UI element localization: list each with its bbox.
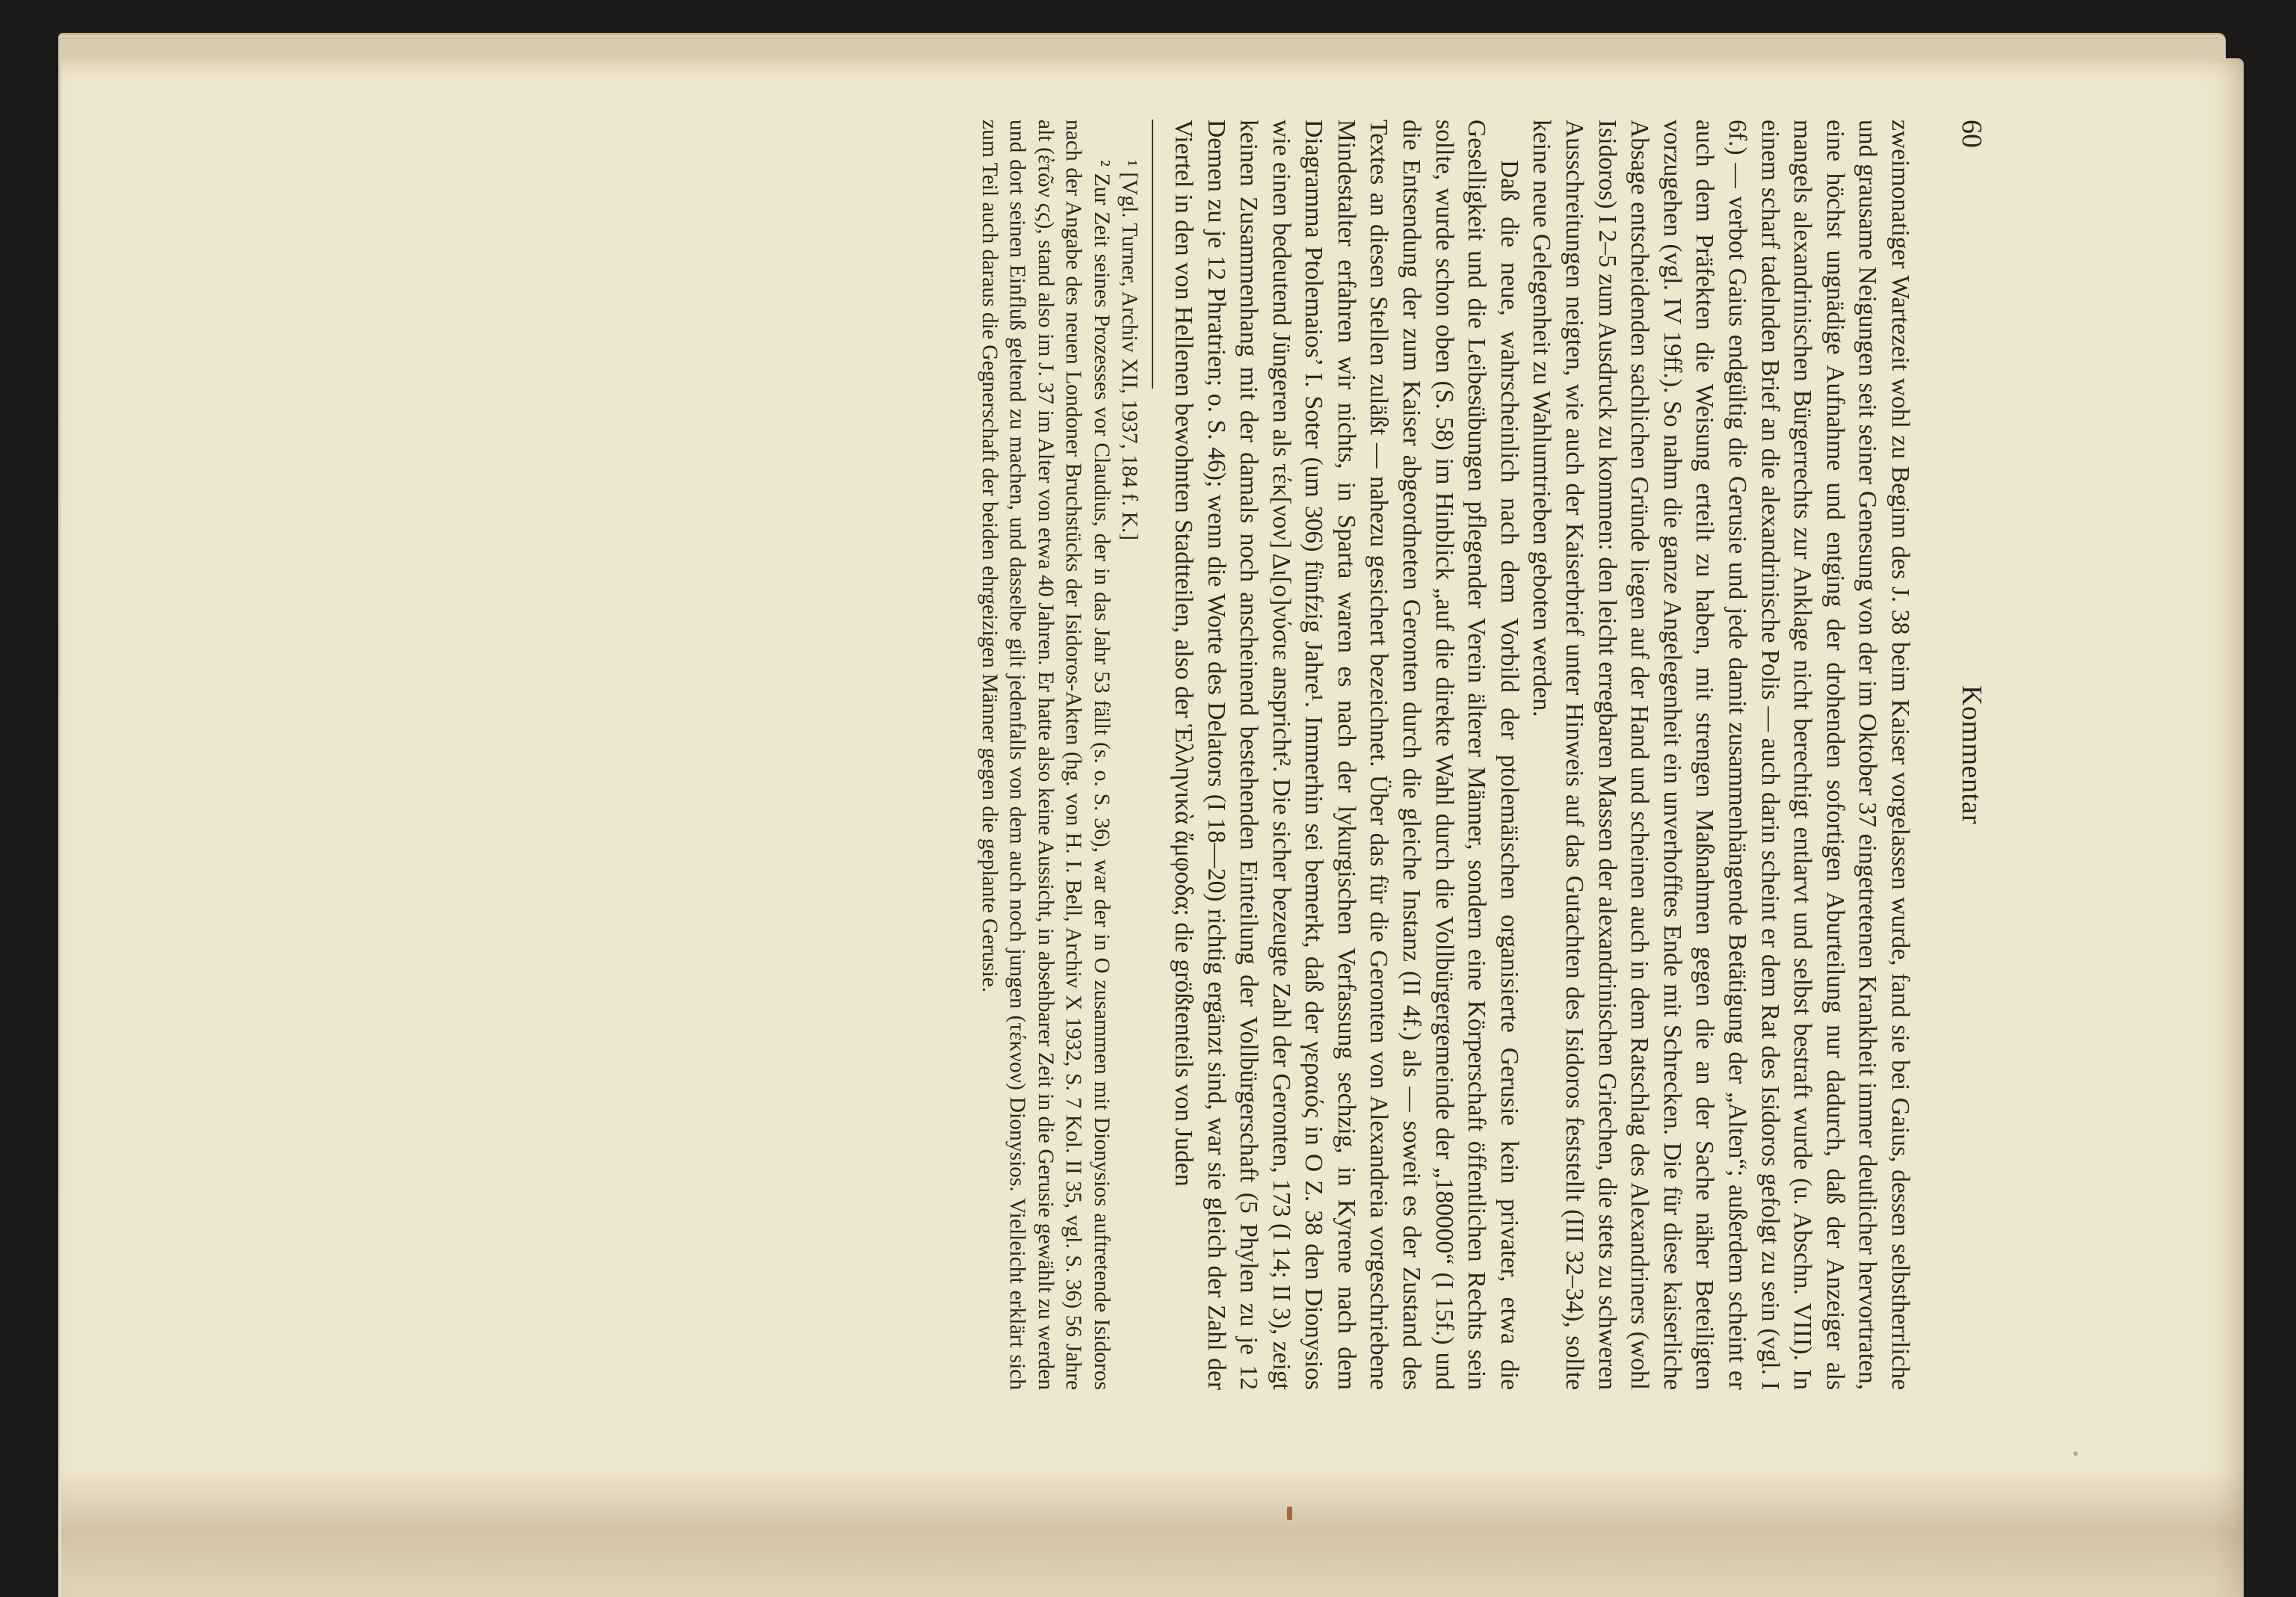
paper-speck xyxy=(2073,1451,2078,1456)
footnotes xyxy=(975,120,1143,1390)
page-number: 60 xyxy=(1956,120,1987,148)
footnote: ² Zur Zeit seines Prozesses vor Claudius, der in das Jahr 53 fällt (s. o. S. 36), war der in O zusammen mit Dionysios auftretende Isidoros nach der Angabe des neuen Londoner Bruchstücks der Isidoros-Akten (hg. von H. I. Bell, Archiv X 1932, S. 7 Kol. II 35, vgl. S. 36) 56 Jahre alt (ἐτῶν ϛϛ), stand also im J. 37 im Alter von etwa 40 Jahren. Er hatte also keine Aussicht, in absehbarer Zeit in die Gerusie gewählt zu werden und dort seinen Einfluß geltend zu machen, und dasselbe gilt jedenfalls von dem auch noch jungen (τέκνον) Dionysios. Vielleicht erklärt sich zum Teil auch daraus die Gegnerschaft der beiden ehrgeizigen Männer gegen die geplante Gerusie. xyxy=(977,120,1114,1390)
running-head-title: Kommentar xyxy=(1956,685,1987,824)
running-head xyxy=(1916,120,1988,1390)
body-text xyxy=(1167,120,1916,1390)
text-block xyxy=(374,120,1988,1390)
paragraph: Daß die neue, wahrscheinlich nach dem Vorbild der ptolemäischen organisierte Gerusie kein privater, etwa die Geselligkeit und die Leibesübungen pflegender Verein älterer Männer, sondern eine Körperschaft öffentlichen Rechts sein sollte, wurde schon oben (S. 58) im Hinblick „auf die direkte Wahl durch die Vollbürgergemeinde der „180000“ (I 15f.) und die Entsendung der zum Kaiser abgeordneten Geronten durch die gleiche Instanz (II 4f.) als — soweit es der Zustand des Textes an diesen Stellen zuläßt — nahezu gesichert bezeichnet. Über das für die Geronten von Alexandreia vorgeschriebene Mindestalter erfahren wir nichts, in Sparta waren es nach der lykurgischen Verfassung sechzig, in Kyrene nach dem Diagramma Ptolemaios’ I. Soter (um 306) fünfzig Jahre¹. Immerhin sei bemerkt, daß der γεραιός in O Z. 38 den Dionysios wie einen bedeutend Jüngeren als τέκ[νον] Δι[ο]νύσιε anspricht². Die sicher bezeugte Zahl der Geronten, 173 (I 14; II 3), zeigt keinen Zusammenhang mit der damals noch anscheinend bestehenden Einteilung der Vollbürgerschaft (5 Phylen zu je 12 Demen zu je 12 Phratrien; o. S. 46); wenn die Worte des Delators (I 18—20) richtig ergänzt sind, war sie gleich der Zahl der Viertel in den von Hellenen bewohnten Stadtteilen, also der Ἑλληνικὰ ἄμφοδα; die größtenteils von Juden xyxy=(1169,120,1523,1390)
paragraph: zweimonatiger Wartezeit wohl zu Beginn des J. 38 beim Kaiser vorgelassen wurde, fand sie bei Gaius, dessen selbstherrliche und grausame Neigungen seit seiner Genesung von der im Oktober 37 eingetretenen Krankheit immer deutlicher hervortraten, eine höchst ungnädige Aufnahme und entging der drohenden sofortigen Aburteilung nur dadurch, daß der Anzeiger als mangels alexandrinischen Bürgerrechts zur Anklage nicht berechtigt entlarvt und selbst bestraft wurde (u. Abschn. VIII). In einem scharf tadelnden Brief an die alexandrinische Polis — auch darin scheint er dem Rat des Isidoros gefolgt zu sein (vgl. I 6f.) — verbot Gaius endgültig die Gerusie und jede damit zusammenhängende Betätigung der „Alten“; außerdem scheint er auch dem Präfekten die Weisung erteilt zu haben, mit strengen Maßnahmen gegen die an der Sache näher Beteiligten vorzugehen (vgl. IV 19ff.). So nahm die ganze Angelegenheit ein unverhofftes Ende mit Schrecken. Die für diese kaiserliche Absage entscheidenden sachlichen Gründe liegen auf der Hand und scheinen auch in dem Ratschlag des Alexandriners (wohl Isidoros) I 2–5 zum Ausdruck zu kommen: den leicht erregbaren Massen der alexandrinischen Griechen, die stets zu schweren Ausschreitungen neigten, wie auch der Kaiserbrief unter Hinweis auf das Gutachten des Isidoros feststellt (III 32–34), sollte keine neue Gelegenheit zu Wahlumtrieben geboten werden. xyxy=(1528,120,1914,1390)
footnote-divider xyxy=(1152,120,1153,389)
rotated-text-frame xyxy=(718,120,1988,1597)
footnote: ¹ [Vgl. Turner, Archiv XII, 1937, 184 f. K.] xyxy=(1117,160,1142,541)
